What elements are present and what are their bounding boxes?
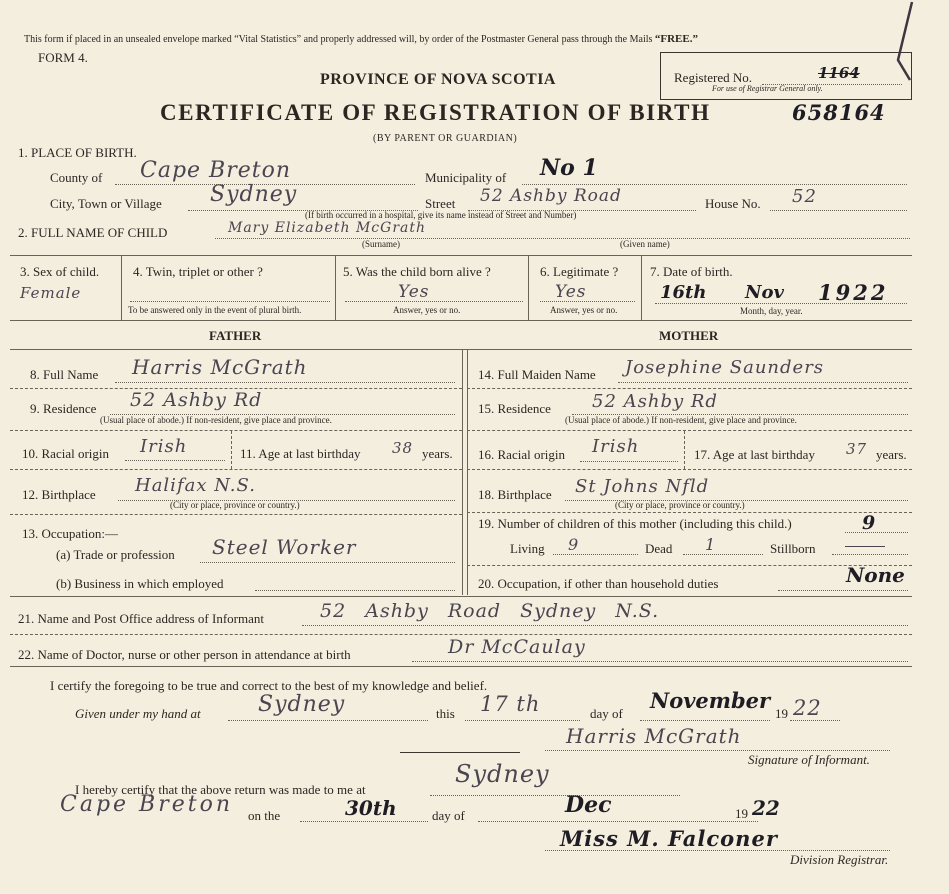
registrar-text: I hereby certify that the above return was made to me at bbox=[75, 782, 366, 797]
father-trade-label: (a) Trade or profession bbox=[56, 547, 175, 562]
page-title: CERTIFICATE OF REGISTRATION OF BIRTH bbox=[160, 100, 711, 125]
informant-line bbox=[302, 625, 908, 626]
father-abode-note: (Usual place of abode.) If non-resident, give place and province. bbox=[100, 415, 332, 425]
on-the-label: on the bbox=[248, 808, 281, 823]
signature-line bbox=[545, 750, 890, 751]
alive-label: 5. Was the child born alive ? bbox=[343, 264, 491, 279]
living-value: 9 bbox=[568, 535, 580, 554]
father-rule-4 bbox=[10, 514, 462, 515]
registrar-label: Division Registrar. bbox=[790, 852, 889, 867]
street-label: Street bbox=[425, 196, 456, 211]
dob-day: 16th bbox=[660, 282, 707, 303]
stillborn-line bbox=[832, 554, 908, 555]
mother-race-line bbox=[580, 461, 678, 462]
registered-note: For use of Registrar General only. bbox=[712, 84, 823, 93]
stillborn-dash bbox=[845, 546, 885, 547]
municipality-value: No 1 bbox=[540, 155, 598, 181]
registered-value: 1164 bbox=[818, 64, 860, 82]
informant-label: 21. Name and Post Office address of Informant bbox=[18, 611, 264, 626]
father-race-label: 10. Racial origin bbox=[22, 446, 110, 461]
twin-line bbox=[130, 301, 330, 302]
mother-race-divider bbox=[684, 431, 685, 469]
mother-children-label: 19. Number of children of this mother (including this child.) bbox=[478, 516, 792, 531]
pen-mark bbox=[870, 0, 930, 90]
rule-parents-top bbox=[10, 349, 912, 350]
given-day-line bbox=[465, 720, 580, 721]
alive-line bbox=[345, 301, 523, 302]
mother-race-label: 16. Racial origin bbox=[478, 447, 566, 462]
dead-value: 1 bbox=[705, 535, 717, 554]
given-year: 22 bbox=[793, 696, 822, 720]
place-heading: 1. PLACE OF BIRTH. bbox=[18, 145, 137, 160]
doctor-line bbox=[412, 661, 908, 662]
registrar-signature-line bbox=[545, 850, 890, 851]
mother-name-label: 14. Full Maiden Name bbox=[478, 367, 596, 382]
registrar-day: 30th bbox=[345, 796, 397, 820]
mother-rule-3 bbox=[467, 469, 912, 470]
mother-name-line bbox=[618, 382, 908, 383]
mother-occ-value: None bbox=[846, 563, 905, 587]
mother-rule-1 bbox=[467, 388, 912, 389]
father-rule-2 bbox=[10, 430, 462, 431]
child-name-value: Mary Elizabeth McGrath bbox=[228, 220, 427, 236]
father-age-label: 11. Age at last birthday bbox=[240, 446, 361, 461]
dob-note: Month, day, year. bbox=[740, 306, 803, 316]
legit-line bbox=[540, 301, 635, 302]
mother-heading: MOTHER bbox=[659, 328, 719, 343]
father-res-value: 52 Ashby Rd bbox=[130, 389, 263, 411]
father-trade-line bbox=[200, 562, 455, 563]
dob-month: Nov bbox=[745, 282, 784, 303]
doctor-value: Dr McCaulay bbox=[448, 636, 586, 658]
father-age-value: 38 bbox=[392, 439, 414, 457]
house-label: House No. bbox=[705, 196, 761, 211]
given-day: 17 th bbox=[480, 692, 541, 716]
father-res-label: 9. Residence bbox=[30, 401, 97, 416]
mother-children-value: 9 bbox=[862, 512, 876, 534]
city-label: City, Town or Village bbox=[50, 196, 162, 211]
county-value: Cape Breton bbox=[140, 158, 292, 183]
day-of-label: day of bbox=[590, 706, 623, 721]
form-number: FORM 4. bbox=[38, 50, 88, 65]
pen-stroke bbox=[898, 2, 912, 80]
child-name-line bbox=[215, 238, 910, 239]
child-name-label: 2. FULL NAME OF CHILD bbox=[18, 225, 168, 240]
street-value: 52 Ashby Road bbox=[480, 186, 622, 206]
registrar-day-of: day of bbox=[432, 808, 465, 823]
mother-race-value: Irish bbox=[592, 436, 640, 457]
province-heading: PROVINCE OF NOVA SCOTIA bbox=[320, 71, 556, 88]
father-name-label: 8. Full Name bbox=[30, 367, 99, 382]
mother-name-value: Josephine Saunders bbox=[625, 357, 825, 378]
legit-note: Answer, yes or no. bbox=[550, 305, 618, 315]
doctor-label: 22. Name of Doctor, nurse or other person in attendance at birth bbox=[18, 647, 351, 662]
registrar-signature: Miss M. Falconer bbox=[560, 826, 778, 851]
municipality-line bbox=[522, 184, 907, 185]
divider-6-7 bbox=[641, 256, 642, 320]
page-subtitle: (BY PARENT OR GUARDIAN) bbox=[373, 133, 518, 144]
this-label: this bbox=[436, 706, 455, 721]
twin-note: To be answered only in the event of plural birth. bbox=[128, 305, 302, 315]
dead-label: Dead bbox=[645, 541, 673, 556]
mother-years: years. bbox=[876, 447, 907, 462]
rule-21-top bbox=[10, 596, 912, 597]
mother-bp-note: (City or place, province or country.) bbox=[615, 500, 745, 510]
divider-4-5 bbox=[335, 256, 336, 320]
father-race-divider bbox=[231, 431, 232, 469]
registrar-place-line bbox=[430, 795, 680, 796]
postal-notice: This form if placed in an unsealed envelope marked “Vital Statistics” and properly addressed will, by order of the Postmaster General pass through the Mails “FREE.” bbox=[24, 33, 698, 45]
informant-signature: Harris McGrath bbox=[566, 724, 742, 748]
alive-value: Yes bbox=[398, 282, 430, 302]
living-label: Living bbox=[510, 541, 545, 556]
dob-year: 1922 bbox=[818, 280, 889, 305]
father-years: years. bbox=[422, 446, 453, 461]
divider-3-4 bbox=[121, 256, 122, 320]
dob-line bbox=[655, 303, 907, 304]
mother-occ-label: 20. Occupation, if other than household duties bbox=[478, 576, 719, 591]
mother-bp-label: 18. Birthplace bbox=[478, 487, 552, 502]
rule-row3-top bbox=[10, 255, 912, 256]
county-label: County of bbox=[50, 170, 103, 185]
registrar-place: Sydney bbox=[455, 760, 550, 788]
mother-res-value: 52 Ashby Rd bbox=[592, 391, 718, 412]
father-name-value: Harris McGrath bbox=[132, 355, 308, 379]
house-value: 52 bbox=[792, 186, 817, 207]
father-bp-value: Halifax N.S. bbox=[135, 475, 256, 496]
living-line bbox=[553, 554, 638, 555]
given-year-prefix: 19 bbox=[775, 706, 788, 721]
given-label: Given under my hand at bbox=[75, 706, 201, 721]
mother-bp-value: St Johns Nfld bbox=[575, 476, 710, 497]
mother-occ-line bbox=[778, 590, 908, 591]
informant-value: 52 Ashby Road Sydney N.S. bbox=[320, 600, 660, 622]
given-year-line bbox=[790, 720, 840, 721]
registered-label: Registered No. bbox=[674, 70, 752, 85]
mother-rule-2 bbox=[467, 430, 912, 431]
municipality-label: Municipality of bbox=[425, 170, 507, 185]
father-bp-label: 12. Birthplace bbox=[22, 487, 96, 502]
certificate-number: 658164 bbox=[792, 100, 886, 125]
given-place: Sydney bbox=[258, 692, 346, 717]
father-occ-label: 13. Occupation:— bbox=[22, 526, 119, 541]
father-trade-value: Steel Worker bbox=[212, 535, 357, 559]
father-business-label: (b) Business in which employed bbox=[56, 576, 224, 591]
sex-value: Female bbox=[20, 284, 82, 302]
legit-value: Yes bbox=[555, 282, 587, 302]
stillborn-label: Stillborn bbox=[770, 541, 816, 556]
mother-abode-note: (Usual place of abode.) If non-resident, give place and province. bbox=[565, 415, 797, 425]
father-bp-note: (City or place, province or country.) bbox=[170, 500, 300, 510]
dob-label: 7. Date of birth. bbox=[650, 264, 733, 279]
father-race-value: Irish bbox=[140, 436, 188, 457]
mother-age-value: 37 bbox=[846, 440, 868, 458]
registrar-month-line bbox=[478, 821, 758, 822]
given-place-line bbox=[228, 720, 428, 721]
rule-row3-bottom bbox=[10, 320, 912, 321]
surname-note: (Surname) bbox=[362, 239, 400, 249]
mother-age-label: 17. Age at last birthday bbox=[694, 447, 815, 462]
certify-text: I certify the foregoing to be true and correct to the best of my knowledge and belief. bbox=[50, 678, 488, 693]
registrar-day-line bbox=[300, 821, 428, 822]
given-month: November bbox=[650, 688, 771, 713]
father-business-line bbox=[255, 590, 455, 591]
registrar-year-prefix: 19 bbox=[735, 806, 748, 821]
father-race-line bbox=[125, 460, 225, 461]
divider-parents-inner bbox=[467, 349, 468, 595]
registrar-county: Cape Breton bbox=[60, 792, 234, 817]
registrar-year: 22 bbox=[752, 796, 780, 820]
mother-rule-4 bbox=[467, 512, 912, 513]
signature-label: Signature of Informant. bbox=[748, 752, 870, 767]
twin-label: 4. Twin, triplet or other ? bbox=[133, 264, 263, 279]
sex-label: 3. Sex of child. bbox=[20, 264, 100, 279]
legit-label: 6. Legitimate ? bbox=[540, 264, 619, 279]
house-line bbox=[770, 210, 907, 211]
hospital-note: (If birth occurred in a hospital, give its name instead of Street and Number) bbox=[305, 210, 577, 220]
alive-note: Answer, yes or no. bbox=[393, 305, 461, 315]
given-note: (Given name) bbox=[620, 239, 670, 249]
mother-res-label: 15. Residence bbox=[478, 401, 551, 416]
father-name-line bbox=[115, 382, 455, 383]
rule-certify-top bbox=[10, 666, 912, 667]
rule-22-top bbox=[10, 634, 912, 635]
father-rule-3 bbox=[10, 469, 462, 470]
certify-rule bbox=[400, 752, 520, 753]
given-month-line bbox=[640, 720, 770, 721]
divider-parents bbox=[462, 349, 463, 595]
divider-5-6 bbox=[528, 256, 529, 320]
city-value: Sydney bbox=[210, 182, 298, 207]
dead-line bbox=[683, 554, 763, 555]
mother-children-line bbox=[845, 532, 908, 533]
father-heading: FATHER bbox=[209, 328, 262, 343]
registrar-month: Dec bbox=[565, 792, 612, 818]
